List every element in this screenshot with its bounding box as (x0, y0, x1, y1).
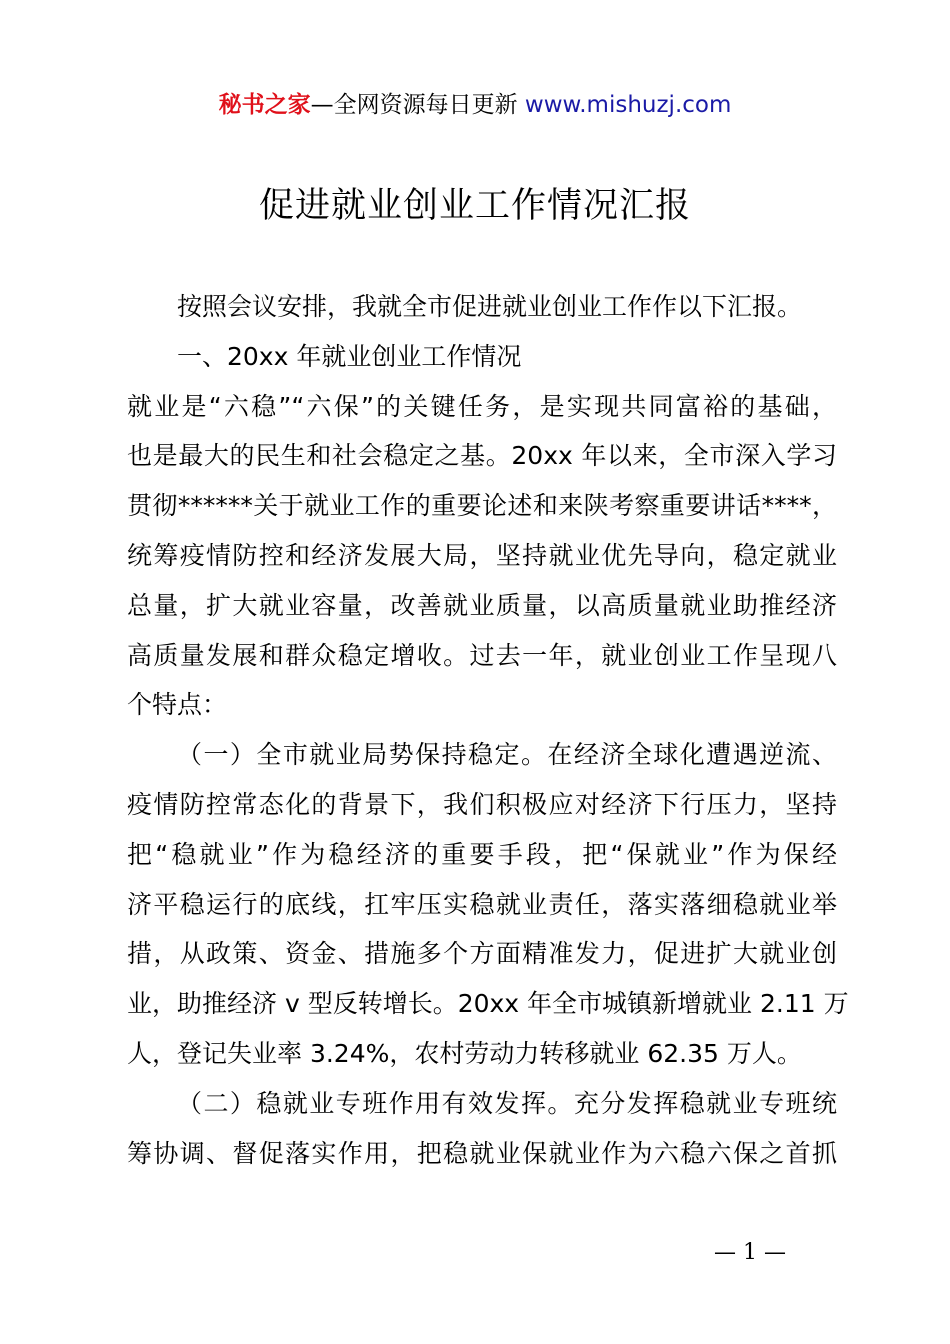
subsection-heading-2: （二）稳就业专班作用有效发挥。充分发挥稳就业专班统 (177, 1088, 837, 1118)
body-line: 人，登记失业率 3.24%，农村劳动力转移就业 62.35 万人。 (127, 1038, 802, 1068)
document-title: 促进就业创业工作情况汇报 (258, 186, 691, 226)
body-line: 把“稳就业”作为稳经济的重要手段，把“保就业”作为保经 (127, 839, 837, 869)
body-line: 就业是“六稳”“六保”的关键任务，是实现共同富裕的基础， (127, 391, 837, 421)
body-line: 也是最大的民生和社会稳定之基。20xx 年以来，全市深入学习 (127, 441, 837, 471)
body-line: 贯彻******关于就业工作的重要论述和来陕考察重要讲话****， (127, 491, 837, 521)
subsection-heading-1: （一）全市就业局势保持稳定。在经济全球化遭遇逆流、 (177, 740, 837, 770)
header-tagline: —全网资源每日更新 (310, 92, 525, 118)
body-line: 统筹疫情防控和经济发展大局，坚持就业优先导向，稳定就业 (127, 540, 837, 570)
page-number: — 1 — (714, 1240, 786, 1265)
site-url-link[interactable]: www.mishuzj.com (524, 92, 732, 118)
body-line: 疫情防控常态化的背景下，我们积极应对经济下行压力，坚持 (127, 789, 837, 819)
body-line: 总量，扩大就业容量，改善就业质量，以高质量就业助推经济 (127, 590, 837, 620)
body-line: 业，助推经济 v 型反转增长。20xx 年全市城镇新增就业 2.11 万 (127, 989, 849, 1019)
section-heading: 一、20xx 年就业创业工作情况 (177, 341, 522, 371)
body-line: 筹协调、督促落实作用，把稳就业保就业作为六稳六保之首抓 (127, 1138, 837, 1168)
intro-paragraph: 按照会议安排，我就全市促进就业创业工作作以下汇报。 (177, 292, 803, 321)
body-line: 济平稳运行的底线，扛牢压实稳就业责任，落实落细稳就业举 (127, 889, 837, 919)
brand-name: 秘书之家 (218, 92, 311, 118)
body-line: 高质量发展和群众稳定增收。过去一年，就业创业工作呈现八 (127, 640, 837, 670)
body-line: 措，从政策、资金、措施多个方面精准发力，促进扩大就业创 (127, 939, 837, 969)
site-header (0, 88, 950, 122)
document-body (127, 282, 849, 1178)
body-line: 个特点： (127, 690, 228, 720)
